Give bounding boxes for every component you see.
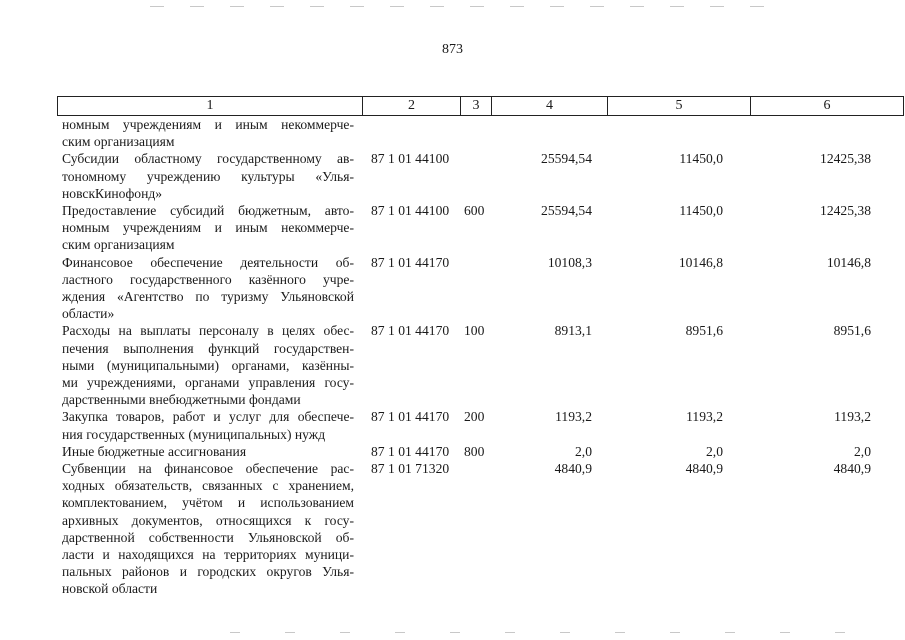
row-name-line: новскКинофонд» — [62, 185, 163, 201]
row-value-col5: 2,0 — [706, 443, 723, 459]
row-name-line: Субсидии областному государственному ав- — [62, 151, 354, 167]
row-name-line: печения выполнения функций государствен- — [62, 340, 354, 356]
header-col-4: 4 — [492, 97, 608, 115]
table-row — [57, 202, 902, 254]
header-col-2: 2 — [363, 97, 461, 115]
row-name-cell — [57, 408, 362, 442]
row-name-cell — [57, 460, 362, 598]
row-name-line: Иные бюджетные ассигнования — [62, 443, 247, 459]
row-name-line: Субвенции на финансовое обеспечение рас- — [62, 461, 354, 477]
row-name-line: тономному учреждению культуры «Улья- — [62, 168, 354, 184]
row-type-cell — [460, 150, 491, 202]
row-name-line: области» — [62, 306, 115, 322]
row-value-col4: 8913,1 — [554, 323, 592, 339]
row-value-col6: 2,0 — [854, 443, 871, 459]
header-col-6: 6 — [823, 98, 831, 113]
row-type-cell — [460, 116, 491, 150]
row-name-line: пальных районов и городских округов Улья- — [62, 564, 354, 580]
row-value-col4: 2,0 — [575, 443, 592, 459]
row-name-cell — [57, 150, 362, 202]
row-name-line: ласти и находящихся на территориях муници- — [62, 547, 354, 563]
row-value-col6 — [750, 116, 902, 150]
table-row — [57, 460, 902, 598]
row-name-line: ми учреждениями, органами управления госу- — [62, 375, 354, 391]
table-row — [57, 322, 902, 408]
row-name-line: ходных обязательств, связанных с хранением, — [62, 478, 354, 494]
row-name-cell — [57, 202, 362, 254]
row-code-cell: 87 1 01 44170 — [371, 409, 450, 425]
table-row — [57, 116, 902, 150]
row-type-cell: 800 — [464, 443, 485, 459]
row-name-line: Предоставление субсидий бюджетным, авто- — [62, 203, 354, 219]
row-name-line: новской области — [62, 581, 158, 597]
table-body — [57, 116, 902, 598]
row-value-col4: 4840,9 — [554, 461, 592, 477]
row-name-line: ским организациям — [62, 134, 175, 150]
row-name-line: дарственной собственности Ульяновской об- — [62, 529, 354, 545]
row-code-cell: 87 1 01 71320 — [371, 461, 450, 477]
row-name-line: ния государственных (муниципальных) нужд — [62, 426, 326, 442]
row-value-col5: 10146,8 — [678, 254, 723, 270]
row-type-cell — [460, 254, 491, 323]
row-name-line: дарственными внебюджетными фондами — [62, 392, 301, 408]
row-name-line: комплектованием, учётом и использованием — [62, 495, 354, 511]
table-row — [57, 408, 902, 442]
row-value-col6: 12425,38 — [820, 151, 871, 167]
row-code-cell: 87 1 01 44100 — [371, 203, 450, 219]
row-value-col4: 1193,2 — [555, 409, 592, 425]
row-name-line: архивных документов, относящихся к госу- — [62, 512, 354, 528]
table-row — [57, 150, 902, 202]
row-name-cell — [57, 116, 362, 150]
row-value-col5: 11450,0 — [679, 203, 723, 219]
row-name-line: Расходы на выплаты персоналу в целях обес- — [62, 323, 354, 339]
row-value-col5: 8951,6 — [685, 323, 723, 339]
row-name-line: номным учреждениям и иным некоммерче- — [62, 117, 354, 132]
row-code-cell — [362, 116, 460, 150]
row-value-col6: 12425,38 — [820, 203, 871, 219]
row-code-cell: 87 1 01 44100 — [371, 151, 450, 167]
row-value-col4: 10108,3 — [547, 254, 592, 270]
row-name-cell — [57, 254, 362, 323]
row-name-cell — [57, 443, 362, 460]
row-name-line: Финансовое обеспечение деятельности об- — [62, 254, 354, 270]
header-col-1: 1 — [58, 97, 363, 115]
scan-artifact-top — [150, 6, 770, 7]
row-type-cell: 600 — [464, 203, 485, 219]
row-name-line: ластного государственного казённого учре- — [62, 271, 354, 287]
header-col-5: 5 — [608, 97, 751, 115]
row-value-col6: 10146,8 — [826, 254, 871, 270]
row-value-col5: 11450,0 — [679, 151, 723, 167]
row-type-cell: 100 — [464, 323, 485, 339]
row-value-col4: 25594,54 — [541, 151, 592, 167]
row-name-line: ждения «Агентство по туризму Ульяновской — [62, 289, 354, 305]
table-row — [57, 443, 902, 460]
row-value-col5: 1193,2 — [686, 409, 723, 425]
table-row — [57, 254, 902, 323]
row-value-col5 — [607, 116, 750, 150]
scan-artifact-bottom — [230, 632, 890, 633]
row-type-cell — [460, 460, 491, 598]
row-name-line: номным учреждениям и иным некоммерче- — [62, 220, 354, 236]
header-col-3: 3 — [461, 97, 492, 115]
table-header — [57, 96, 904, 116]
row-code-cell: 87 1 01 44170 — [371, 323, 450, 339]
row-value-col4: 25594,54 — [541, 203, 592, 219]
page-number: 873 — [442, 42, 463, 57]
row-code-cell: 87 1 01 44170 — [371, 443, 450, 459]
row-type-cell: 200 — [464, 409, 485, 425]
row-value-col6: 1193,2 — [834, 409, 871, 425]
row-name-line: Закупка товаров, работ и услуг для обеспече- — [62, 409, 354, 425]
row-code-cell: 87 1 01 44170 — [371, 254, 450, 270]
row-name-line: ским организациям — [62, 237, 175, 253]
row-value-col6: 4840,9 — [833, 461, 871, 477]
row-name-cell — [57, 322, 362, 408]
row-value-col6: 8951,6 — [833, 323, 871, 339]
row-value-col4 — [491, 116, 607, 150]
row-value-col5: 4840,9 — [685, 461, 723, 477]
row-name-line: ными (муниципальными) органами, казённы- — [62, 357, 354, 373]
